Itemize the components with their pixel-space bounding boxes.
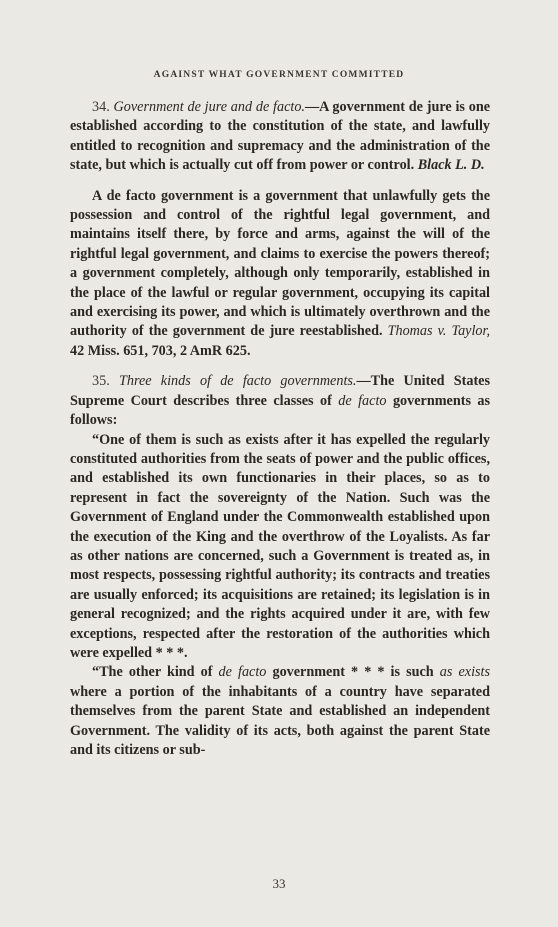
section-35-text-b: governments as follows: [70, 392, 491, 429]
section-34-citation: Black L. D. [417, 157, 485, 174]
second-quote-text-a: “The other kind of [92, 664, 213, 681]
section-35-dash: — [356, 373, 371, 390]
second-quote-italic-2: as exists [439, 664, 490, 681]
running-head: AGAINST WHAT GOVERNMENT COMMITTED [153, 70, 405, 80]
section-34-paragraph [70, 98, 490, 176]
citation-case-name: Thomas v. Taylor, [387, 323, 491, 340]
section-35-title: Three kinds of de facto governments. [118, 373, 357, 390]
section-34-title: Government de jure and de facto. [113, 99, 305, 115]
second-quote-text-c: where a portion of the inhabitants of a country have separated themselves from the parent State and established an independent Government. The validity of its acts, both against the parent State and its citizens or sub- [70, 683, 490, 758]
de-facto-definition-text: A de facto government is a government that unlawfully gets the possession and control of the rightful legal government, and maintains itself there, by force and arms, against the will of the rightful legal government, and claims to exercise the powers thereof; a government completely, although only temporarily, established in the place of the lawful or regular government, occupying its capital and exercising its power, and which is ultimately overthrown and the authority of the government de jure reestablished. [70, 187, 490, 340]
page-number: 33 [272, 876, 286, 891]
second-quote-italic: de facto [218, 664, 267, 681]
section-35-number: 35. [92, 373, 110, 390]
section-34-dash: — [304, 99, 320, 115]
second-quote-paragraph [70, 663, 490, 760]
first-quote-text: “One of them is such as exists after it has expelled the regularly constituted authorities from the seats of power and the public offices, and established its own functionaries in their places, so as to represent in fact the sovereignty of the Nation. Such was the Government of England under the Commonwealth established upon the execution of the King and the overthrow of the Loyalists. As far as other nations are concerned, such a Government is treated as, in most respects, possessing rightful authority; its contracts and treaties are usually enforced; its acquisitions are retained; its legislation is in general recognized; and the rights acquired under it are, with few exceptions, respected after the restoration of the authorities which were expelled * * *. [70, 431, 490, 661]
section-35-paragraph [70, 372, 490, 430]
section-35-text-a: The United States Supreme Court describes three classes of [70, 373, 491, 409]
section-34-text: A government de jure is one established according to the constitution of the state, and lawfully entitled to recognition and supremacy and the administration of the state, but which is actually cut off from power or control. [70, 99, 491, 174]
second-quote-text-b: government * * * is such [272, 664, 434, 681]
citation-reporter: 42 Miss. 651, 703, 2 AmR 625. [70, 342, 251, 359]
first-quote-paragraph [70, 431, 490, 664]
de-facto-definition-paragraph [70, 187, 490, 362]
page-body [70, 98, 490, 760]
section-34-number: 34. [92, 99, 110, 115]
section-35-italic: de facto [338, 392, 387, 409]
